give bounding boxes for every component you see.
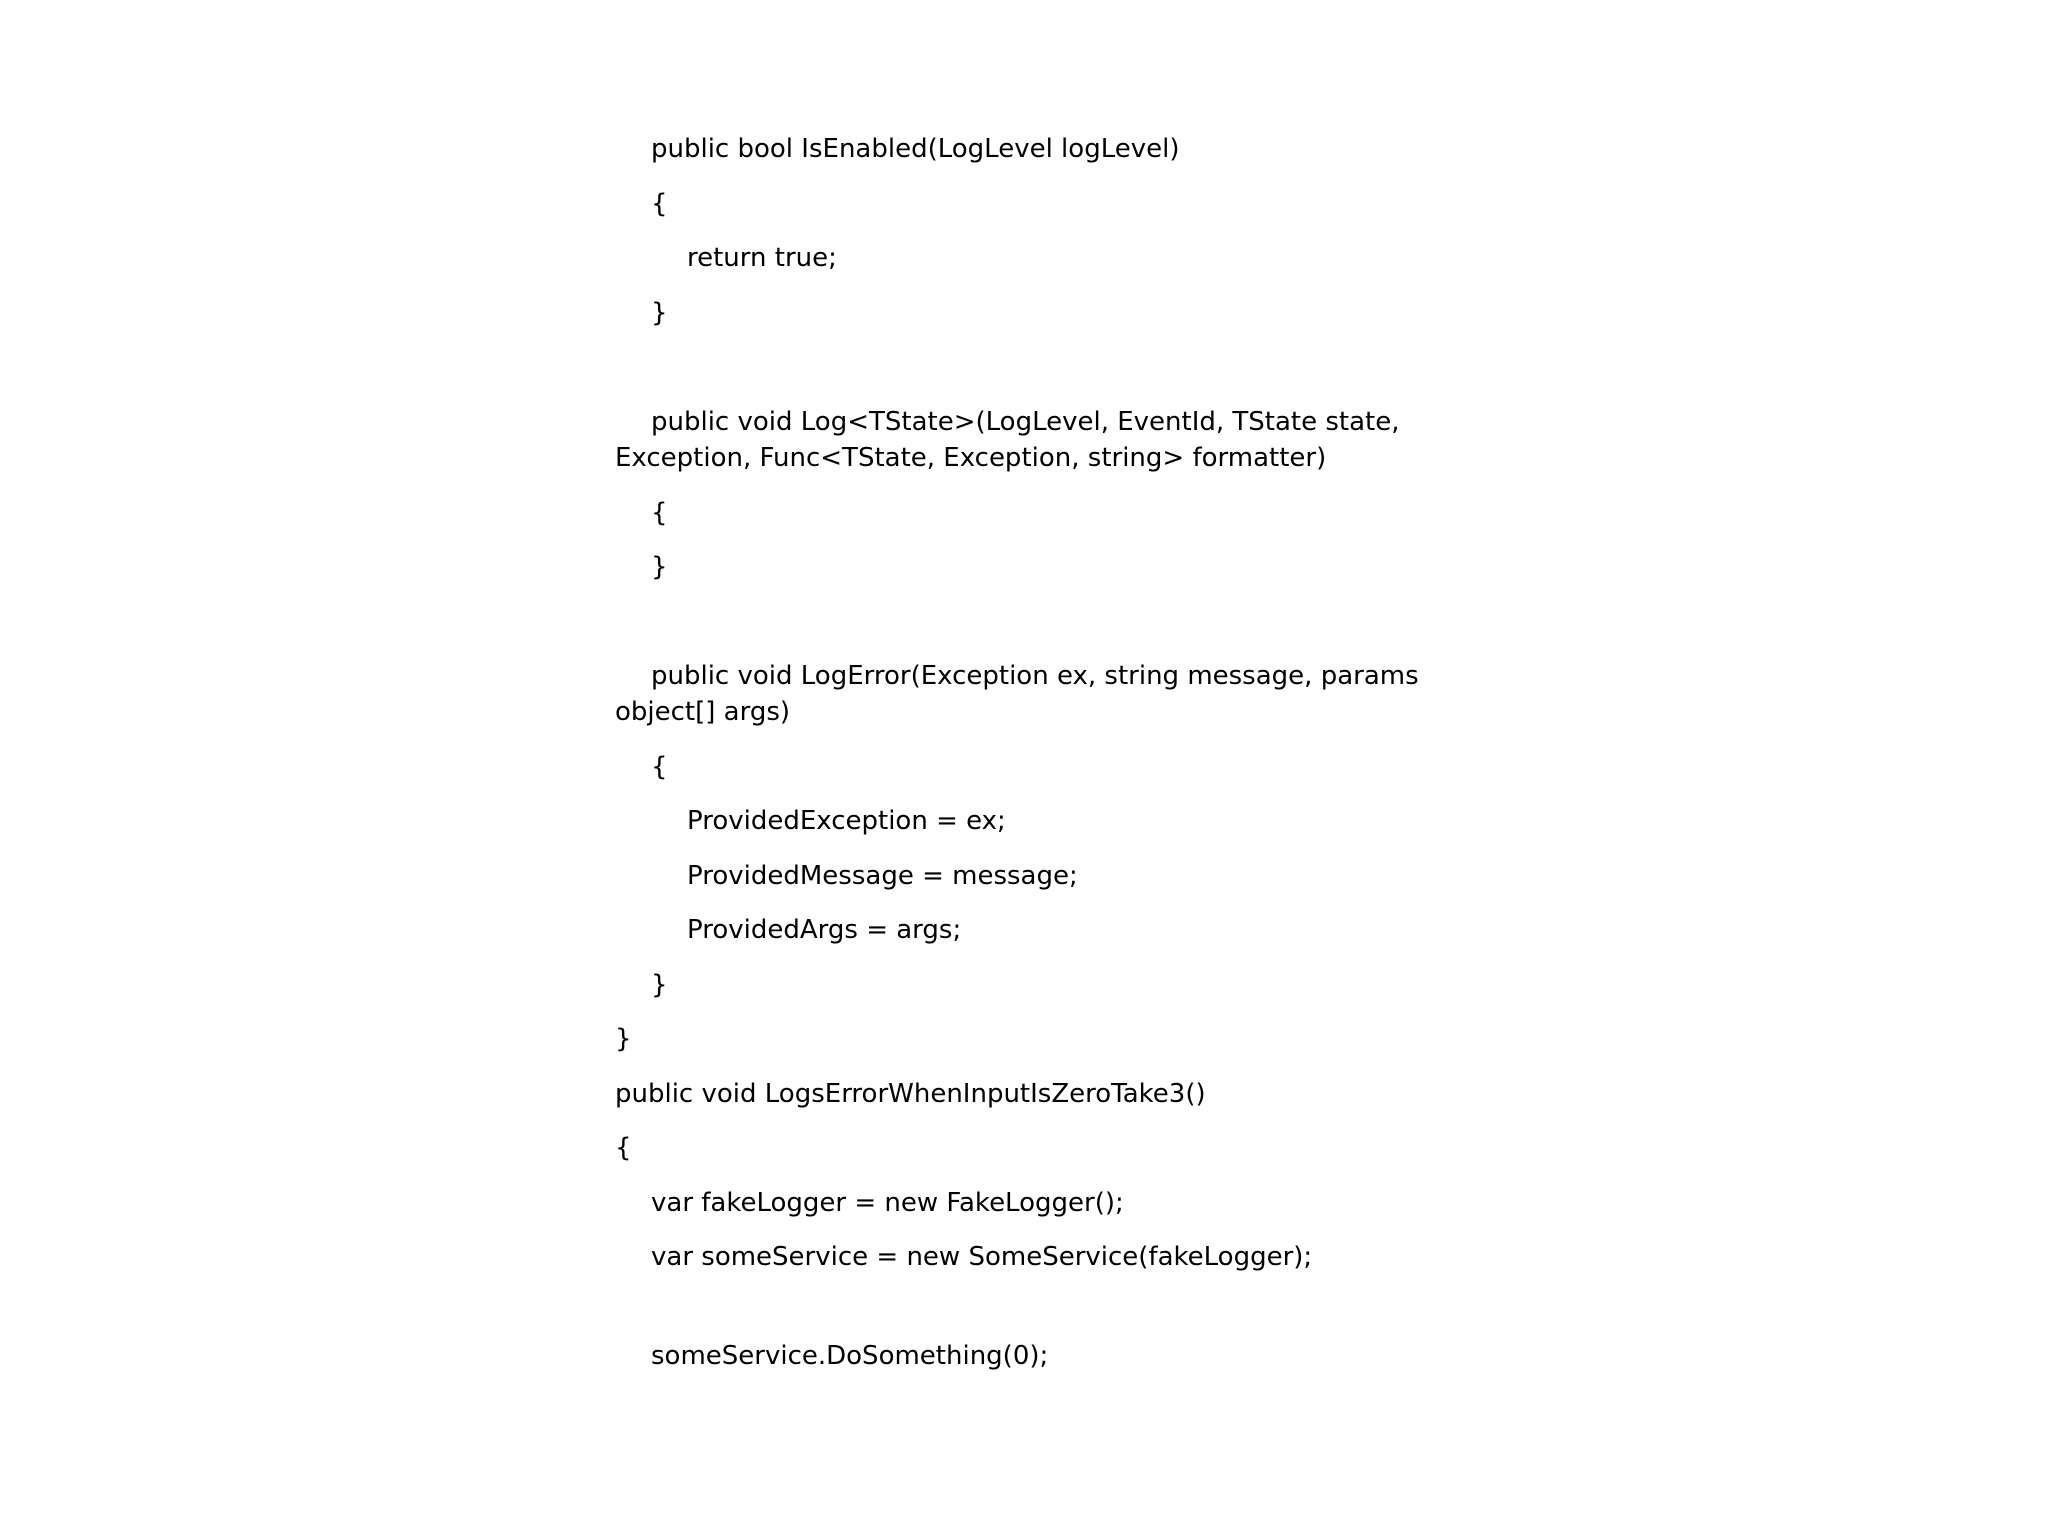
code-line-logerror-signature: public void LogError(Exception ex, string message, params [651,661,1419,691]
code-line-some-service: var someService = new SomeService(fakeLogger); [651,1242,1313,1272]
code-line-provided-message: ProvidedMessage = message; [687,861,1078,891]
code-line-logerror-signature-cont: object[] args) [615,697,791,727]
code-line-close-brace: } [651,298,668,328]
code-line-log-signature: public void Log<TState>(LogLevel, EventId, TState state, [651,407,1400,437]
code-line-provided-args: ProvidedArgs = args; [687,915,962,945]
code-line-open-brace: { [651,498,668,528]
code-line-open-brace: { [651,189,668,219]
code-line-log-signature-cont: Exception, Func<TState, Exception, string> formatter) [615,443,1327,473]
code-line-do-something: someService.DoSomething(0); [651,1341,1049,1371]
code-line-close-brace: } [651,552,668,582]
code-line-class-close-brace: } [615,1024,632,1054]
code-line-fake-logger: var fakeLogger = new FakeLogger(); [651,1188,1124,1218]
code-line-isenabled-signature: public bool IsEnabled(LogLevel logLevel) [651,134,1180,164]
code-line-open-brace: { [651,752,668,782]
code-line-open-brace: { [615,1133,632,1163]
code-line-test-signature: public void LogsErrorWhenInputIsZeroTake3() [615,1079,1206,1109]
code-line-close-brace: } [651,970,668,1000]
code-line-provided-exception: ProvidedException = ex; [687,806,1006,836]
code-line-return-true: return true; [687,243,837,273]
